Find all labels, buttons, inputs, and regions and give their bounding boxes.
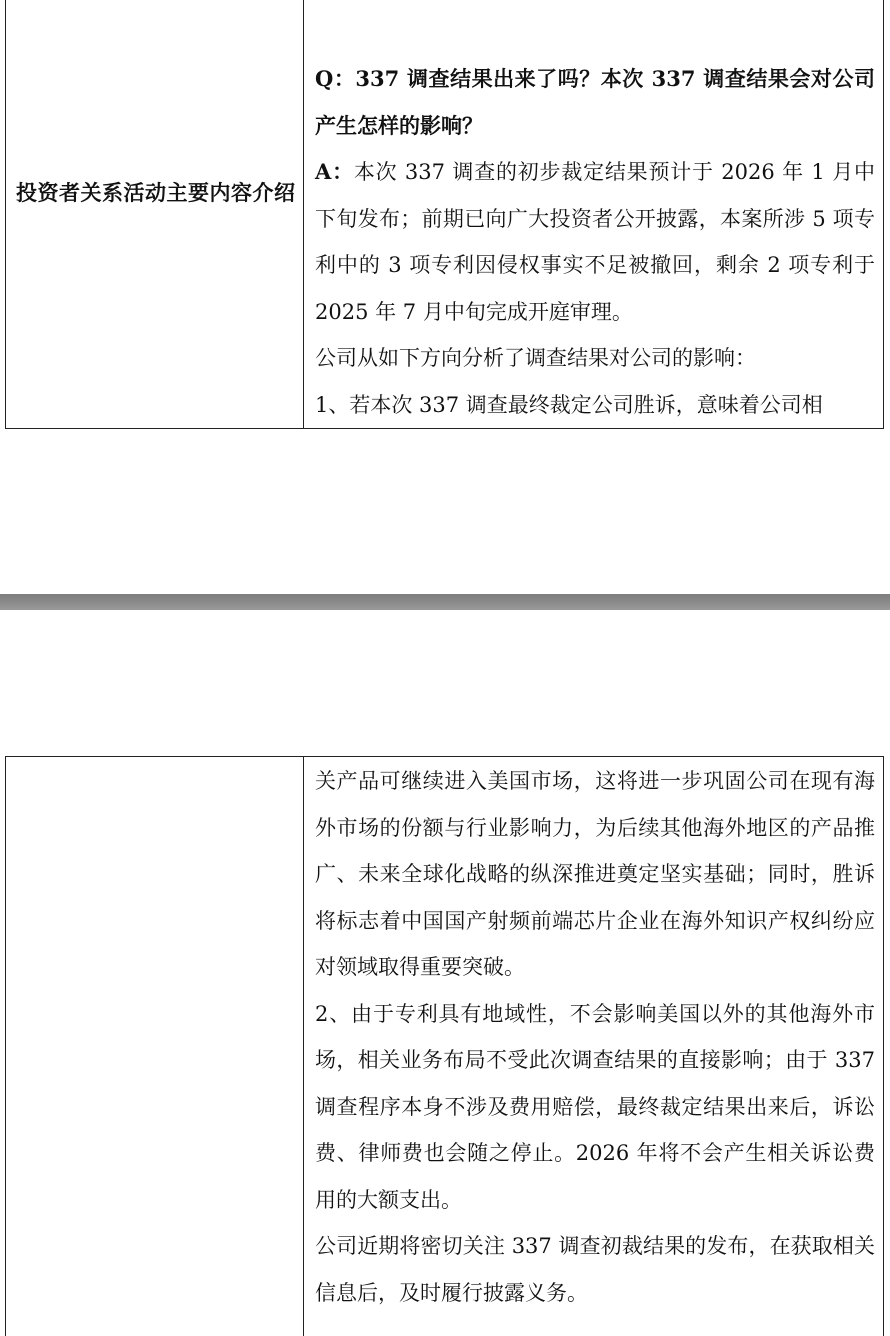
content-text — [315, 758, 875, 1316]
document-page-top — [0, 0, 890, 594]
point-2: 2、由于专利具有地域性，不会影响美国以外的其他海外市场，相关业务布局不受此次调查结果的直接影响；由于 337 调查程序本身不涉及费用赔偿，最终裁定结果出来后，诉讼费、律师费也会随之停止。2026 年将不会产生相关诉讼费用的大额支出。 — [315, 1001, 875, 1212]
row-label: 投资者关系活动主要内容介绍 — [16, 181, 296, 205]
page-separator — [0, 594, 890, 610]
table-content-cell — [304, 0, 883, 428]
point-1-start: 1、若本次 337 调查最终裁定公司胜诉，意味着公司相 — [315, 392, 823, 417]
table-content-cell — [304, 757, 883, 1336]
answer-text: 本次 337 调查的初步裁定结果预计于 2026 年 1 月中下旬发布；前期已向广大投资者公开披露，本案所涉 5 项专利中的 3 项专利因侵权事实不足被撤回，剩余 2 项专利于 2025 年 7 月中旬完成开庭审理。 — [315, 160, 875, 324]
info-table-top — [5, 0, 884, 429]
document-page-bottom — [0, 610, 890, 1322]
answer-prefix: A： — [315, 159, 354, 184]
table-label-cell — [6, 0, 304, 428]
info-table-bottom — [5, 756, 884, 1336]
closing-paragraph: 公司近期将密切关注 337 调查初裁结果的发布，在获取相关信息后，及时履行披露义务。 — [315, 1234, 875, 1305]
question-text: Q：337 调查结果出来了吗？本次 337 调查结果会对公司产生怎样的影响？ — [315, 66, 875, 138]
content-text — [315, 56, 875, 428]
point-1-continued: 关产品可继续进入美国市场，这将进一步巩固公司在现有海外市场的份额与行业影响力，为后续其他海外地区的产品推广、未来全球化战略的纵深推进奠定坚实基础；同时，胜诉将标志着中国国产射频前端芯片企业在海外知识产权纠纷应对领域取得重要突破。 — [315, 769, 875, 979]
table-label-cell-empty — [6, 757, 304, 1336]
answer-paragraph — [315, 149, 875, 335]
analysis-intro: 公司从如下方向分析了调查结果对公司的影响： — [315, 346, 756, 370]
